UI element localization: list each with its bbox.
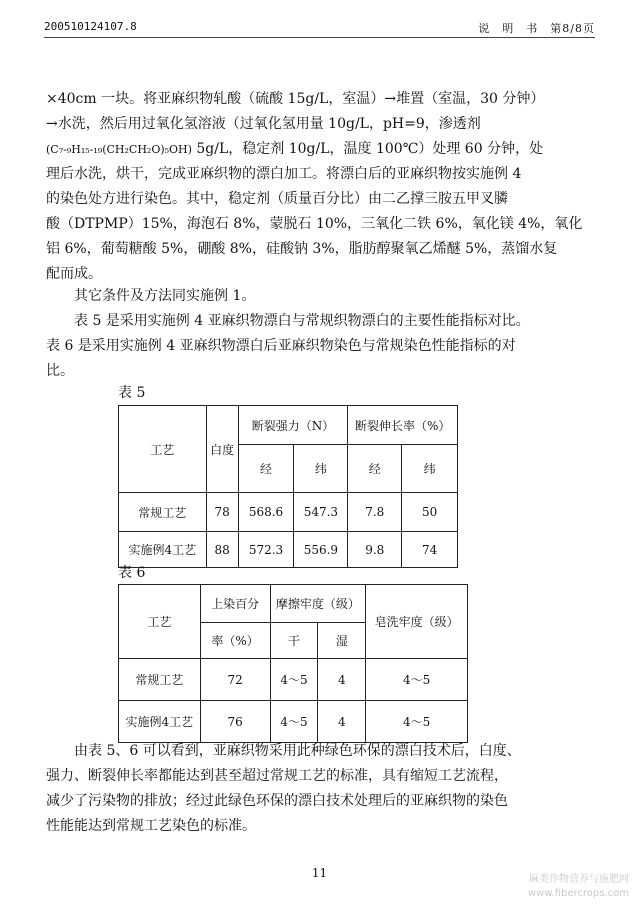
table-cell: 547.3	[294, 493, 348, 532]
table-cell: 常规工艺	[119, 493, 207, 532]
table6-header-rubbing: 摩擦牢度（级）	[270, 585, 366, 623]
text-fragment: 5g/L，稳定剂 10g/L，温度 100℃）处理 60 分钟，处	[191, 141, 544, 157]
table5-header-elongation: 断裂伸长率（%）	[348, 406, 458, 445]
text-line: 由表 5、6 可以看到，亚麻织物采用此种绿色环保的漂白技术后，白度、	[74, 743, 521, 759]
text-line: 强力、断裂伸长率都能达到甚至超过常规工艺的标准，具有缩短工艺流程，	[46, 768, 508, 784]
text-line: 减少了污染物的排放；经过此绿色环保的漂白技术处理后的亚麻织物的染色	[46, 793, 508, 809]
paragraph-2	[46, 284, 594, 309]
table5-header-strength: 断裂强力（N）	[238, 406, 348, 445]
table-cell: 实施例4工艺	[119, 701, 201, 743]
text-line: 配而成。	[46, 266, 102, 282]
table-cell: 50	[402, 493, 458, 532]
table-cell: 74	[402, 532, 458, 568]
text-line: 性能能达到常规工艺染色的标准。	[46, 818, 256, 834]
paragraph-1	[46, 87, 594, 287]
table-cell: 76	[200, 701, 270, 743]
table6-caption: 表 6	[118, 565, 146, 581]
table5-header-process: 工艺	[119, 406, 207, 493]
table-cell: 4～5	[270, 659, 318, 701]
text-line: ×40cm 一块。将亚麻织物轧酸（硫酸 15g/L，室温）→堆置（室温，30 分钟）	[46, 91, 545, 107]
text-line	[46, 137, 594, 162]
table-cell: 4～5	[366, 659, 468, 701]
table-row	[119, 701, 468, 743]
table-cell: 88	[206, 532, 238, 568]
table-cell: 9.8	[348, 532, 402, 568]
table-cell: 实施例4工艺	[119, 532, 207, 568]
table-cell: 4～5	[366, 701, 468, 743]
table-cell: 常规工艺	[119, 659, 201, 701]
table-6	[118, 584, 468, 743]
text-line: 比。	[46, 363, 74, 379]
header-doc-number: 200510124107.8	[44, 20, 137, 33]
text-line: 的染色处方进行染色。其中，稳定剂（质量百分比）由二乙撑三胺五甲叉膦	[46, 191, 508, 207]
chemical-formula: (C₇-₉H₁₅-₁₉(CH₂CH₂O)₅OH)	[46, 143, 192, 156]
text-line: 理后水洗，烘干，完成亚麻织物的漂白加工。将漂白后的亚麻织物按实施例 4	[46, 166, 522, 182]
paragraph-3	[46, 309, 594, 384]
watermark-title: 麻类作物营养与施肥网	[529, 874, 629, 885]
watermark	[528, 873, 629, 901]
table5-caption: 表 5	[118, 385, 146, 401]
table6-header-washing: 皂洗牢度（级）	[366, 585, 468, 659]
table6-subheader-dry: 干	[270, 623, 318, 659]
page-number: 11	[311, 866, 328, 880]
paragraph-4	[46, 739, 594, 839]
table5-subheader-warp: 经	[238, 445, 294, 493]
table-cell: 556.9	[294, 532, 348, 568]
table-row	[119, 532, 458, 568]
table6-header-uptake-unit: 率（%）	[200, 623, 270, 659]
text-line: →水洗，然后用过氧化氢溶液（过氧化氢用量 10g/L，pH=9，渗透剂	[46, 116, 481, 132]
table6-header-uptake: 上染百分	[200, 585, 270, 623]
table-cell: 4～5	[270, 701, 318, 743]
table5-subheader-weft: 纬	[402, 445, 458, 493]
watermark-url: www.fibercrops.com	[527, 888, 629, 899]
header-page-info: 说 明 书 第8/8页	[478, 22, 595, 35]
table-cell: 4	[318, 701, 366, 743]
table-cell: 72	[200, 659, 270, 701]
table-cell: 4	[318, 659, 366, 701]
table-row	[119, 493, 458, 532]
text-line: 酸（DTPMP）15%，海泡石 8%，蒙脱石 10%，三氧化二铁 6%，氧化镁 4%，氧化	[46, 216, 583, 232]
table5-subheader-warp: 经	[348, 445, 402, 493]
table-cell: 572.3	[238, 532, 294, 568]
text-line: 其它条件及方法同实施例 1。	[74, 288, 256, 304]
text-line: 表 5 是采用实施例 4 亚麻织物漂白与常规织物漂白的主要性能指标对比。	[74, 313, 530, 329]
text-line: 铝 6%，葡萄糖酸 5%，硼酸 8%，硅酸钠 3%，脂肪醇聚氧乙烯醚 5%，蒸馏水复	[46, 241, 558, 257]
header-divider	[44, 37, 595, 38]
table-cell: 568.6	[238, 493, 294, 532]
table6-header-process: 工艺	[119, 585, 201, 659]
table5-header-whiteness: 白度	[206, 406, 238, 493]
table5-subheader-weft: 纬	[294, 445, 348, 493]
table-cell: 7.8	[348, 493, 402, 532]
text-line: 表 6 是采用实施例 4 亚麻织物漂白后亚麻织物染色与常规染色性能指标的对	[46, 338, 516, 354]
table-5	[118, 405, 458, 568]
table6-subheader-wet: 湿	[318, 623, 366, 659]
table-row	[119, 659, 468, 701]
table-cell: 78	[206, 493, 238, 532]
